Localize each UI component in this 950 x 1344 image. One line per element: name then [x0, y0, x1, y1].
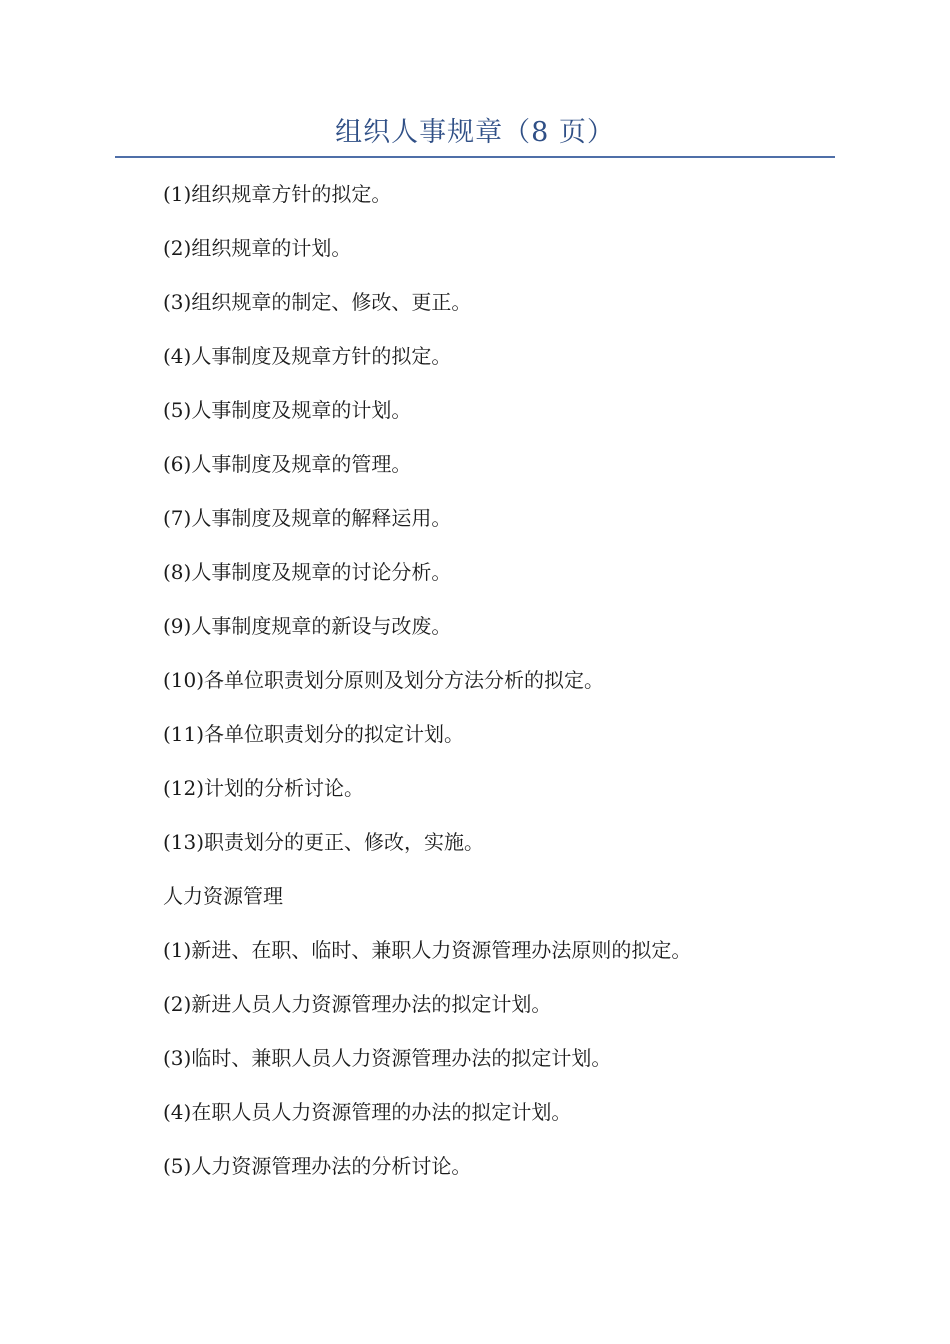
- list-item: (7)人事制度及规章的解释运用。: [163, 506, 452, 530]
- list-item: (10)各单位职责划分原则及划分方法分析的拟定。: [163, 668, 605, 692]
- list-item: (5)人力资源管理办法的分析讨论。: [163, 1154, 472, 1178]
- list-item: (13)职责划分的更正、修改，实施。: [163, 830, 485, 854]
- list-item: (1)新进、在职、临时、兼职人力资源管理办法原则的拟定。: [163, 938, 692, 962]
- list-item: (11)各单位职责划分的拟定计划。: [163, 722, 465, 746]
- list-item: (3)组织规章的制定、修改、更正。: [163, 290, 472, 314]
- list-item: (1)组织规章方针的拟定。: [163, 182, 392, 206]
- title-block: [115, 110, 835, 158]
- list-item: (2)新进人员人力资源管理办法的拟定计划。: [163, 992, 552, 1016]
- document-body: [163, 179, 843, 1205]
- list-item: (4)人事制度及规章方针的拟定。: [163, 344, 452, 368]
- list-item: (8)人事制度及规章的讨论分析。: [163, 560, 452, 584]
- section-heading: 人力资源管理: [163, 884, 283, 908]
- list-item: (12)计划的分析讨论。: [163, 776, 365, 800]
- list-item: (3)临时、兼职人员人力资源管理办法的拟定计划。: [163, 1046, 612, 1070]
- list-item: (5)人事制度及规章的计划。: [163, 398, 412, 422]
- list-item: (2)组织规章的计划。: [163, 236, 352, 260]
- list-item: (9)人事制度规章的新设与改废。: [163, 614, 452, 638]
- page-title: 组织人事规章（8 页）: [335, 117, 615, 148]
- list-item: (6)人事制度及规章的管理。: [163, 452, 412, 476]
- list-item: (4)在职人员人力资源管理的办法的拟定计划。: [163, 1100, 572, 1124]
